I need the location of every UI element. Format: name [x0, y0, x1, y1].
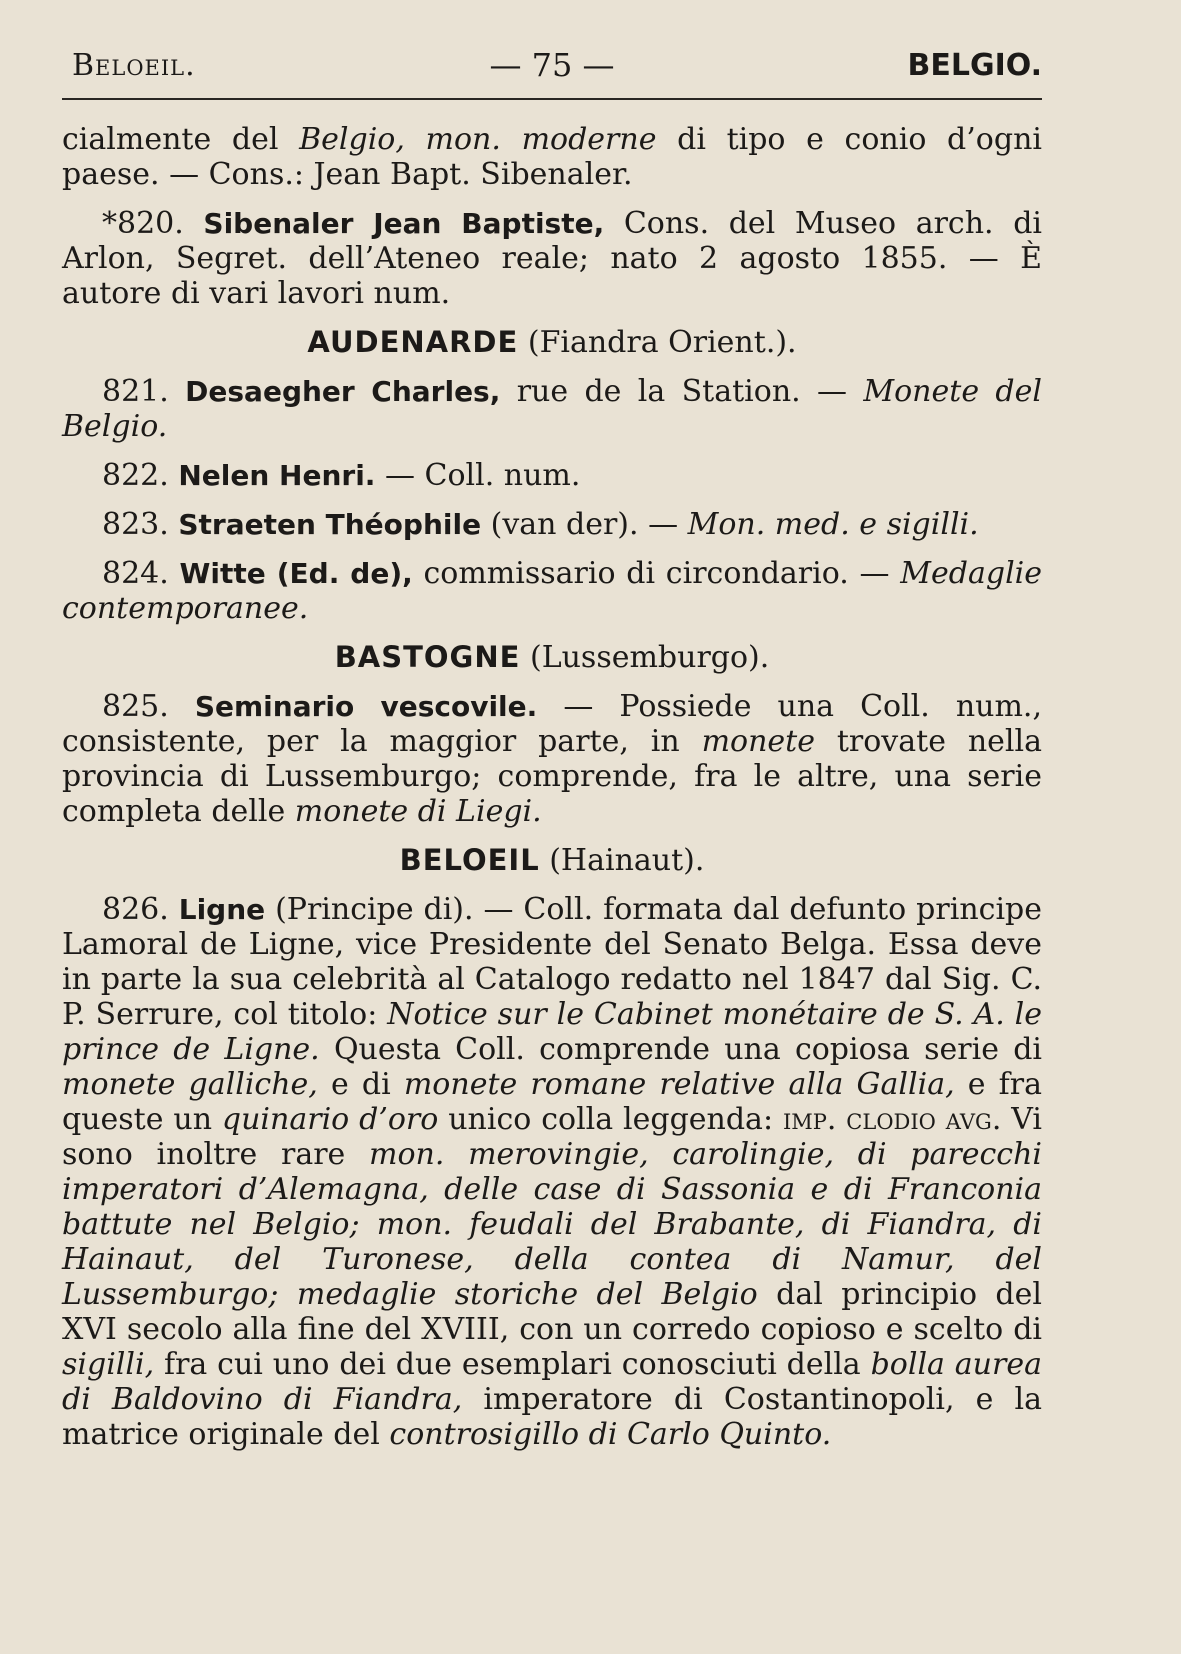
entry-822: 822. Nelen Henri. — Coll. num.	[102, 458, 581, 493]
entry-number: *820.	[102, 206, 184, 241]
running-head-left: Beloeil.	[72, 48, 196, 83]
entry-name: Witte (Ed. de),	[179, 557, 413, 590]
page-body	[62, 122, 1042, 1452]
entry-name: Ligne	[178, 893, 266, 926]
entry-number: 825.	[102, 689, 169, 724]
entry-821: 821. Desaegher Charles, rue de la Station. — Monete del Belgio.	[62, 374, 1042, 444]
section-heading-audenarde: AUDENARDE (Fiandra Orient.).	[307, 325, 797, 360]
entry-820: *820. Sibenaler Jean Baptiste, Cons. del Museo arch. di Arlon, Segret. dell’Ateneo reale; nato 2 agosto 1855. — È autore di vari lavori num.	[62, 206, 1042, 311]
entry-824: 824. Witte (Ed. de), commissario di circondario. — Medaglie contemporanee.	[62, 556, 1043, 626]
section-heading-bastogne: BASTOGNE (Lussemburgo).	[334, 640, 770, 675]
continued-paragraph: cialmente del Belgio, mon. moderne di tipo e conio d’ogni paese. — Cons.: Jean Bapt. Sibenaler.	[62, 122, 1042, 192]
entry-826: 826. Ligne (Principe di). — Coll. formata dal defunto principe Lamoral de Ligne, vice Presidente del Senato Belga. Essa deve in parte la sua celebrità al Catalogo redatto nel 1847 dal Sig. C. P. Serrure, col titolo: Notice sur le Cabinet monétaire de S. A. le prince de Ligne. Questa Coll. comprende una copiosa serie di monete galliche, e di monete romane relative alla Gallia, e fra queste un quinario d’oro unico colla leggenda: imp. clodio avg. Vi sono inoltre rare mon. merovingie, carolingie, di parecchi imperatori d’Alemagna, delle case di Sassonia e di Franconia battute nel Belgio; mon. feudali del Brabante, di Fiandra, di Hainaut, del Turonese, della contea di Namur, del Lussemburgo; medaglie storiche del Belgio dal principio del XVI secolo alla fine del XVIII, con un corredo copioso e scelto di sigilli, fra cui uno dei due esemplari conosciuti della bolla aurea di Baldovino di Fiandra, imperatore di Costantinopoli, e la matrice originale del controsigillo di Carlo Quinto.	[62, 892, 1043, 1452]
book-page	[62, 40, 1042, 1466]
page-number: — 75 —	[489, 46, 615, 84]
section-heading-beloeil: BELOEIL (Hainaut).	[399, 843, 705, 878]
entry-name: Nelen Henri.	[178, 459, 376, 492]
entry-number: 823.	[102, 507, 169, 542]
entry-name: Straeten Théophile	[178, 508, 482, 541]
entry-name: Sibenaler Jean Baptiste,	[203, 207, 605, 240]
entry-name: Seminario vescovile.	[194, 690, 538, 723]
running-head	[62, 40, 1042, 100]
entry-825: 825. Seminario vescovile. — Possiede una Coll. num., consistente, per la maggior parte, in monete trovate nella provincia di Lussemburgo; comprende, fra le altre, una serie completa delle monete di Liegi.	[62, 689, 1042, 829]
entry-number: 826.	[102, 892, 169, 927]
running-head-right: BELGIO.	[907, 48, 1042, 83]
entry-number: 824.	[102, 556, 169, 591]
entry-number: 821.	[102, 374, 169, 409]
entry-number: 822.	[102, 458, 169, 493]
entry-823: 823. Straeten Théophile (van der). — Mon. med. e sigilli.	[102, 507, 979, 542]
entry-name: Desaegher Charles,	[185, 375, 501, 408]
